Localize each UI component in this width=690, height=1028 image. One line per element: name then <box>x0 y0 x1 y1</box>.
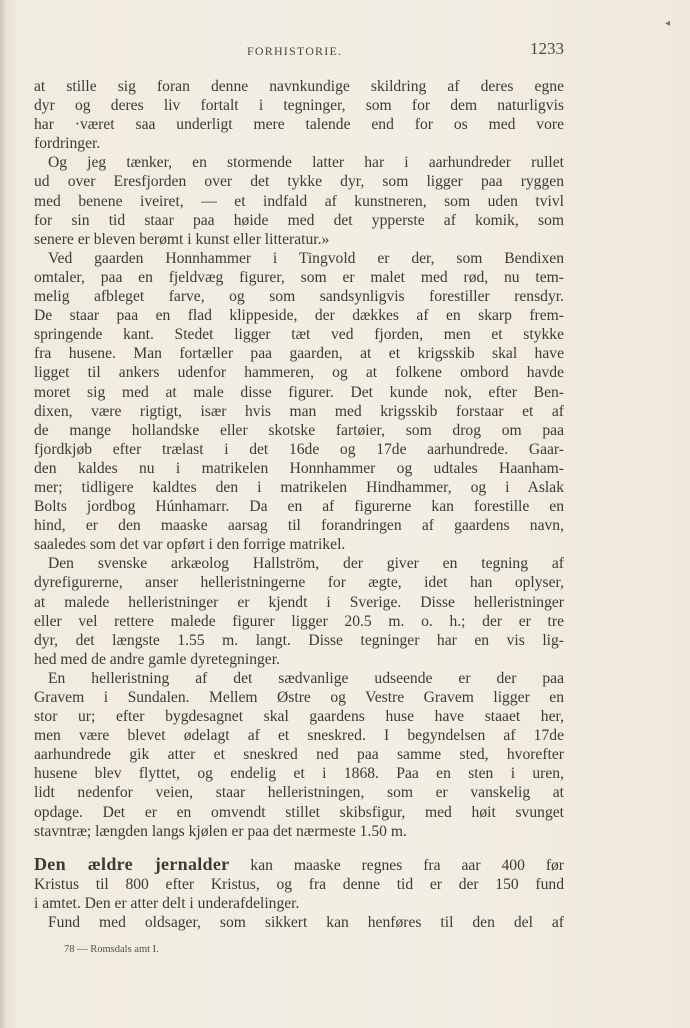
text-line: Den svenske arkæolog Hallström, der giver en tegning af <box>48 555 564 573</box>
page-binding-edge <box>0 0 6 1028</box>
section-first-line-text: kan maaske regnes fra aar 400 før <box>250 856 564 874</box>
text-line: mer; tidligere kaldtes den i matrikelen Hindhammer, og i Aslak <box>34 478 564 496</box>
text-line: dyrefigurerne, anser helleristningerne for ægte, idet han oplyser, <box>34 574 564 592</box>
text-line: i amtet. Den er atter delt i underafdelinger. <box>34 894 300 912</box>
text-line: den kaldes nu i matrikelen Honnhammer og udtales Haanham- <box>34 459 564 477</box>
running-head: FORHISTORIE. <box>247 44 343 58</box>
text-line: de mange hollandske eller skotske fartøier, som drog om paa <box>34 421 564 439</box>
text-line: lidt nedenfor veien, staar helleristningen, som er vanskelig at <box>34 784 564 802</box>
page-header <box>34 38 564 60</box>
text-line: ud over Eresfjorden over det tykke dyr, som ligger paa ryggen <box>34 173 564 191</box>
text-line: senere er bleven berømt i kunst eller litteratur.» <box>34 230 330 248</box>
text-line: Og jeg tænker, en stormende latter har i aarhundreder rullet <box>48 154 564 172</box>
text-line: fjordkjøb efter trælast i det 16de og 17de aarhundrede. Gaar- <box>34 440 564 458</box>
text-line: aarhundrede gik atter et sneskred ned paa samme sted, hvorefter <box>34 746 564 764</box>
text-line: Fund med oldsager, som sikkert kan henføres til den del af <box>48 914 564 932</box>
body-text <box>34 77 564 932</box>
text-line: Bolts jordbog Húnhamarr. Da en af figurerne kan forestille en <box>34 498 564 516</box>
text-line: har ·været saa underligt mere talende end for os med vore <box>34 116 564 134</box>
section-gap <box>34 841 564 855</box>
text-line: fra husene. Man fortæller paa gaarden, at et krigsskib skal have <box>34 345 564 363</box>
text-line: Gravem i Sundalen. Mellem Østre og Vestre Gravem ligger en <box>34 689 564 706</box>
text-line: at malede helleristninger er kjendt i Sverige. Disse helleristninger <box>34 593 564 611</box>
text-line: for sin tid staar paa høide med det ypperste af komik, som <box>34 211 564 229</box>
text-line: saaledes som det var opført i den forrige matrikel. <box>34 536 346 554</box>
text-line: De staar paa en flad klippeside, der dækkes af en skarp frem- <box>34 307 564 325</box>
text-line: melig afbleget farve, og som sandsynligvis forestiller rensdyr. <box>34 288 564 306</box>
text-line: Ved gaarden Honnhammer i Tingvold er der, som Bendixen <box>48 249 564 267</box>
text-line: dyr, det længste 1.55 m. langt. Disse tegninger har en vis lig- <box>34 631 564 649</box>
text-line: ligget til ankers udenfor hammeren, og at folkene ombord havde <box>34 364 564 382</box>
text-line: dixen, være rigtigt, især hvis man med krigsskib forstaar et af <box>34 402 564 420</box>
text-line: eller vel rettere malede figurer ligger 20.5 m. o. h.; der er tre <box>34 612 564 630</box>
corner-mark: ◂ <box>664 18 670 29</box>
section-heading: Den ældre jernalder <box>34 853 230 874</box>
text-line: dyr og deres liv fortalt i tegninger, som for dem naturligvis <box>34 97 564 115</box>
text-line: husene blev flyttet, og endelig et i 1868. Paa en sten i uren, <box>34 765 564 783</box>
text-line: springende kant. Stedet ligger tæt ved fjorden, men et stykke <box>34 326 564 344</box>
section-rest <box>34 875 564 932</box>
text-line: moret sig med at male disse figurer. Det kunde nok, efter Ben- <box>34 383 564 401</box>
text-line: omtaler, paa en fjeldvæg figurer, som er malet med rød, nu tem- <box>34 268 564 286</box>
page-number: 1233 <box>530 39 564 58</box>
main-paragraphs <box>34 77 564 841</box>
text-line: En helleristning af det sædvanlige udseende er der paa <box>48 669 564 687</box>
text-line: opdage. Det er en omvendt stillet skibsfigur, med høit svunget <box>34 803 564 821</box>
text-line: at stille sig foran denne navnkundige skildring af deres egne <box>34 78 564 95</box>
section-first-line <box>34 855 564 875</box>
text-line: men være blevet ødelagt af et sneskred. I begyndelsen af 17de <box>34 727 564 745</box>
text-line: Kristus til 800 efter Kristus, og fra denne tid er der 150 fund <box>34 875 564 893</box>
text-line: med benene iveiret, — et indfald af kunstneren, som uden tvivl <box>34 192 564 210</box>
text-line: stavntræ; længden langs kjølen er paa det nærmeste 1.50 m. <box>34 822 407 840</box>
text-line: hed med de andre gamle dyretegninger. <box>34 650 280 668</box>
footer-signature: 78 — Romsdals amt I. <box>64 944 159 955</box>
text-line: hind, er den maaske aarsag til forandringen af gaardens navn, <box>34 517 564 535</box>
text-line: stor ur; efter bygdesagnet skal gaardens huse have staaet her, <box>34 708 564 726</box>
text-line: fordringer. <box>34 135 101 153</box>
section-block <box>34 855 564 932</box>
